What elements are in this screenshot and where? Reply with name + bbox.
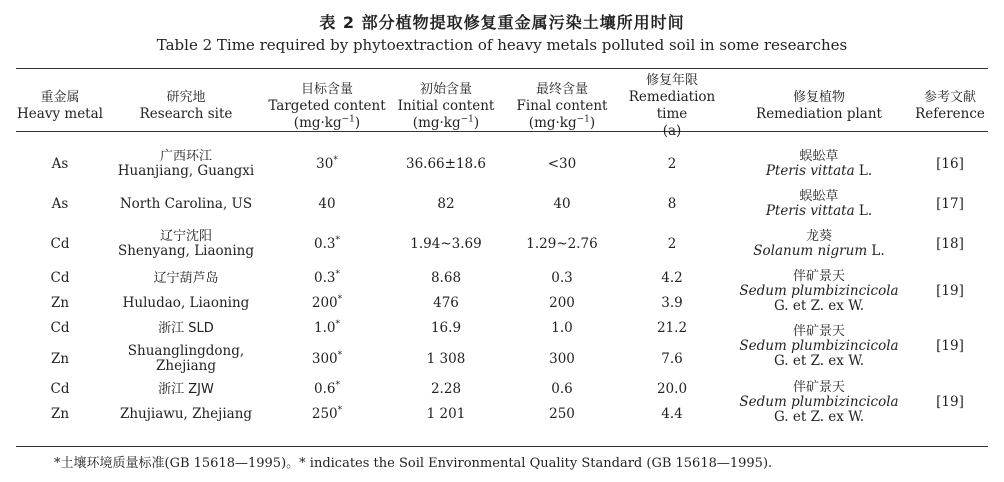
cell-research-site: Huludao, Liaoning xyxy=(122,295,250,311)
cell-research-site: Shuanglingdong, Zhejiang xyxy=(127,343,245,374)
cell-remediation-time: 7.6 xyxy=(661,350,683,367)
cell-initial-content: 36.66±18.6 xyxy=(405,155,487,172)
cell-remediation-plant: 伴矿景天 Sedum plumbizincicola G. et Z. ex W. xyxy=(739,324,899,369)
header-heavy-metal: 重金属 Heavy metal xyxy=(17,90,103,122)
header-reference: 参考文献 Reference xyxy=(915,90,985,122)
cell-targeted-content: 250* xyxy=(311,405,343,422)
cell-reference: [16] xyxy=(936,155,964,172)
table-row xyxy=(16,316,988,341)
table-title-english: Table 2 Time required by phytoextraction of heavy metals polluted soil in some researches xyxy=(156,36,848,54)
cell-research-site: 浙江 ZJW xyxy=(158,382,214,397)
table-body xyxy=(16,142,988,427)
cell-research-site: 辽宁沈阳 Shenyang, Liaoning xyxy=(117,229,255,259)
table-row xyxy=(16,142,988,186)
cell-remediation-time: 3.9 xyxy=(661,295,683,311)
cell-remediation-time: 21.2 xyxy=(656,320,688,336)
remediation-table xyxy=(16,70,988,427)
cell-targeted-content: 30* xyxy=(316,155,338,172)
cell-heavy-metal: Cd xyxy=(50,270,70,286)
cell-final-content: 300 xyxy=(549,350,575,367)
cell-final-content: 0.3 xyxy=(551,270,573,286)
header-initial-content: 初始含量 Initial content $(mg\cdot kg^{-1})$ xyxy=(397,81,495,131)
cell-initial-content: 1 201 xyxy=(426,406,466,422)
cell-targeted-content: 0.6* xyxy=(314,380,340,397)
cell-remediation-time: 2 xyxy=(667,235,677,252)
cell-initial-content: 1.94~3.69 xyxy=(410,235,482,252)
top-rule xyxy=(16,68,988,69)
cell-targeted-content: 0.3* xyxy=(314,235,340,252)
cell-heavy-metal: Zn xyxy=(50,406,70,422)
cell-final-content: 40 xyxy=(553,195,571,212)
cell-targeted-content: 200* xyxy=(311,294,343,311)
cell-reference: [19] xyxy=(936,393,964,410)
header-remediation-time: 修复年限 Remediation time (a) xyxy=(628,73,716,139)
cell-remediation-plant: 龙葵 Solanum nigrum L. xyxy=(753,229,885,259)
table-row xyxy=(16,266,988,291)
cell-reference: [19] xyxy=(936,338,964,354)
cell-research-site: 广西环江 Huanjiang, Guangxi xyxy=(117,149,255,179)
cell-research-site: 辽宁葫芦岛 xyxy=(153,271,219,286)
header-row xyxy=(16,70,988,142)
cell-targeted-content: 1.0* xyxy=(314,319,340,336)
cell-initial-content: 2.28 xyxy=(430,381,462,397)
cell-heavy-metal: Zn xyxy=(50,295,70,311)
cell-remediation-time: 4.4 xyxy=(661,406,683,422)
table-row xyxy=(16,377,988,402)
cell-heavy-metal: Cd xyxy=(50,381,70,397)
cell-remediation-time: 4.2 xyxy=(661,270,683,286)
cell-research-site: Zhujiawu, Zhejiang xyxy=(119,406,253,422)
cell-initial-content: 8.68 xyxy=(430,270,462,286)
header-final-content: 最终含量 Final content $(mg\cdot kg^{-1})$ xyxy=(516,81,608,131)
cell-final-content: 250 xyxy=(549,406,575,422)
header-remediation-plant: 修复植物 Remediation plant xyxy=(756,90,882,122)
cell-final-content: 1.0 xyxy=(551,320,573,336)
header-targeted-content: 目标含量 Targeted content $(mg\cdot kg^{-1})$ xyxy=(268,81,386,131)
bottom-rule xyxy=(16,446,988,447)
cell-heavy-metal: Cd xyxy=(50,320,70,336)
cell-targeted-content: 40 xyxy=(318,195,336,212)
cell-reference: [17] xyxy=(936,195,964,212)
cell-heavy-metal: As xyxy=(51,195,69,212)
cell-research-site: North Carolina, US xyxy=(119,195,253,212)
cell-final-content: 1.29~2.76 xyxy=(526,235,598,252)
cell-remediation-plant: 伴矿景天 Sedum plumbizincicola G. et Z. ex W. xyxy=(739,379,899,425)
table-title-chinese: 表 2 部分植物提取修复重金属污染土壤所用时间 xyxy=(319,13,685,32)
cell-initial-content: 82 xyxy=(437,195,455,212)
table-footnote: *土壤环境质量标准(GB 15618—1995)。* indicates the Soil Environmental Quality Standard (GB 15618—1995). xyxy=(54,456,773,471)
cell-final-content: <30 xyxy=(547,155,577,172)
cell-remediation-plant: 伴矿景天 Sedum plumbizincicola G. et Z. ex W. xyxy=(739,268,899,314)
cell-remediation-plant: 蜈蚣草 Pteris vittata L. xyxy=(765,189,873,219)
cell-heavy-metal: Zn xyxy=(50,350,70,367)
cell-remediation-time: 20.0 xyxy=(656,381,688,397)
cell-heavy-metal: Cd xyxy=(50,235,70,252)
cell-final-content: 0.6 xyxy=(551,381,573,397)
cell-initial-content: 1 308 xyxy=(426,350,466,367)
table-row xyxy=(16,186,988,222)
cell-research-site: 浙江 SLD xyxy=(158,321,214,336)
cell-reference: [18] xyxy=(936,235,964,252)
header-research-site: 研究地 Research site xyxy=(139,90,233,122)
cell-remediation-time: 8 xyxy=(667,195,677,212)
cell-targeted-content: 0.3* xyxy=(314,269,340,286)
cell-remediation-plant: 蜈蚣草 Pteris vittata L. xyxy=(765,149,873,179)
cell-heavy-metal: As xyxy=(51,155,69,172)
table-row xyxy=(16,222,988,266)
cell-initial-content: 476 xyxy=(433,295,459,311)
cell-initial-content: 16.9 xyxy=(430,320,462,336)
cell-reference: [19] xyxy=(936,282,964,299)
cell-targeted-content: 300* xyxy=(311,350,343,367)
cell-final-content: 200 xyxy=(549,295,575,311)
cell-remediation-time: 2 xyxy=(667,155,677,172)
